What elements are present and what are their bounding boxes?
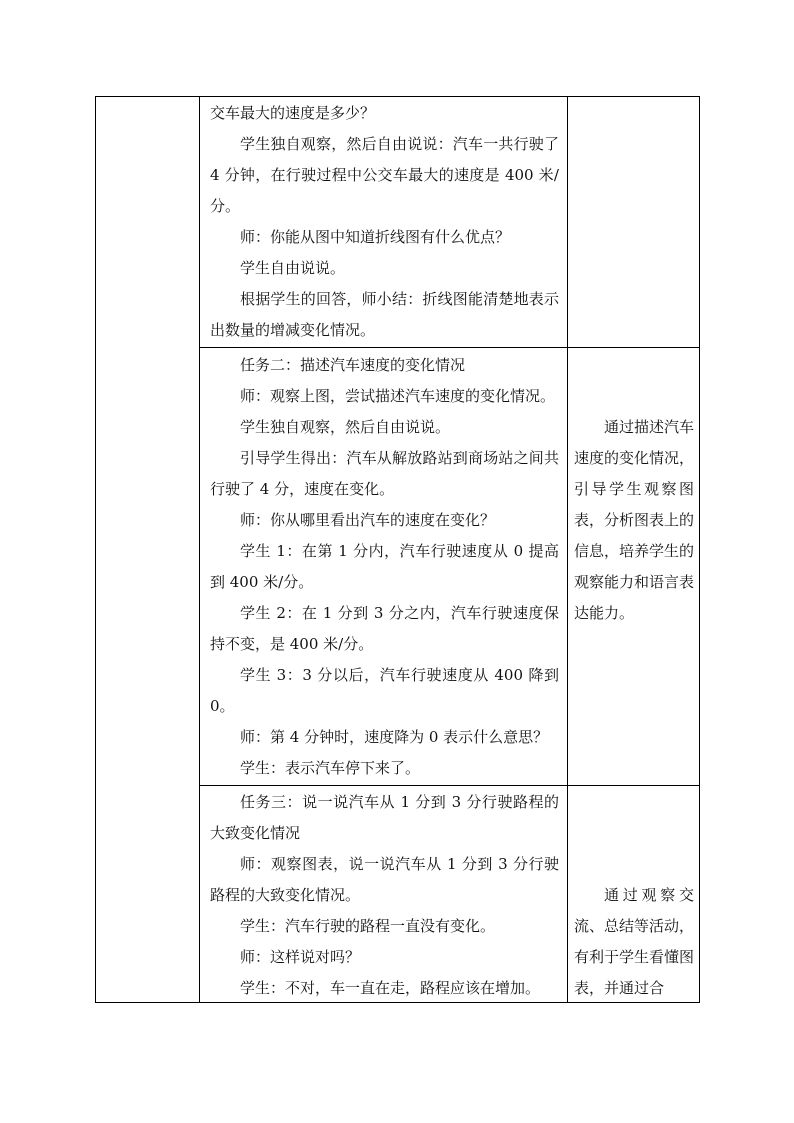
text-line: 师：你从哪里看出汽车的速度在变化？ xyxy=(240,511,496,529)
text-line: 师：观察上图，尝试描述汽车速度的变化情况。 xyxy=(240,387,556,405)
text-line: 引导学生得出：汽车从解放路站到商场站之间共行驶了 4 分，速度在变化。 xyxy=(210,449,559,498)
text-line: 学生独自观察，然后自由说说。 xyxy=(240,418,451,436)
table-row-divider-1 xyxy=(199,347,699,348)
row3-process-cell xyxy=(200,787,567,1004)
text-line: 学生：不对，车一直在走，路程应该在增加。 xyxy=(240,979,541,997)
row1-process-cell xyxy=(200,98,567,346)
text-line: 根据学生的回答，师小结：折线图能清楚地表示出数量的增减变化情况。 xyxy=(210,290,559,339)
text-line: 学生：表示汽车停下来了。 xyxy=(240,759,421,777)
text-line: 学生 1：在第 1 分内，汽车行驶速度从 0 提高到 400 米/分。 xyxy=(210,542,559,591)
task-heading: 任务二：描述汽车速度的变化情况 xyxy=(240,356,466,374)
task-heading: 任务三：说一说汽车从 1 分到 3 分行驶路程的大致变化情况 xyxy=(210,793,559,842)
text-line: 交车最大的速度是多少？ xyxy=(210,104,376,122)
table-row-divider-2 xyxy=(199,785,699,786)
row2-intent-cell xyxy=(568,412,700,629)
text-line: 学生 3：3 分以后，汽车行驶速度从 400 降到 0。 xyxy=(210,666,559,715)
row2-process-cell xyxy=(200,350,567,784)
text-line: 学生自由说说。 xyxy=(240,259,346,277)
text-line: 师：你能从图中知道折线图有什么优点？ xyxy=(240,228,511,246)
text-line: 师：观察图表，说一说汽车从 1 分到 3 分行驶路程的大致变化情况。 xyxy=(210,855,559,904)
design-intent-note: 通过观察交流、总结等活动，有利于学生看懂图表，并通过合 xyxy=(574,886,695,997)
text-line: 学生：汽车行驶的路程一直没有变化。 xyxy=(240,917,496,935)
row3-intent-cell xyxy=(568,880,700,1004)
text-line: 学生 2：在 1 分到 3 分之内，汽车行驶速度保持不变，是 400 米/分。 xyxy=(210,604,559,653)
text-line: 学生独自观察，然后自由说说：汽车一共行驶了 4 分钟，在行驶过程中公交车最大的速度是 400 米/分。 xyxy=(210,135,559,215)
lesson-plan-table xyxy=(95,96,700,1003)
design-intent-note: 通过描述汽车速度的变化情况，引导学生观察图表，分析图表上的信息，培养学生的观察能力和语言表达能力。 xyxy=(574,418,695,622)
text-line: 师：第 4 分钟时，速度降为 0 表示什么意思？ xyxy=(240,728,549,746)
text-line: 师：这样说对吗？ xyxy=(240,948,361,966)
